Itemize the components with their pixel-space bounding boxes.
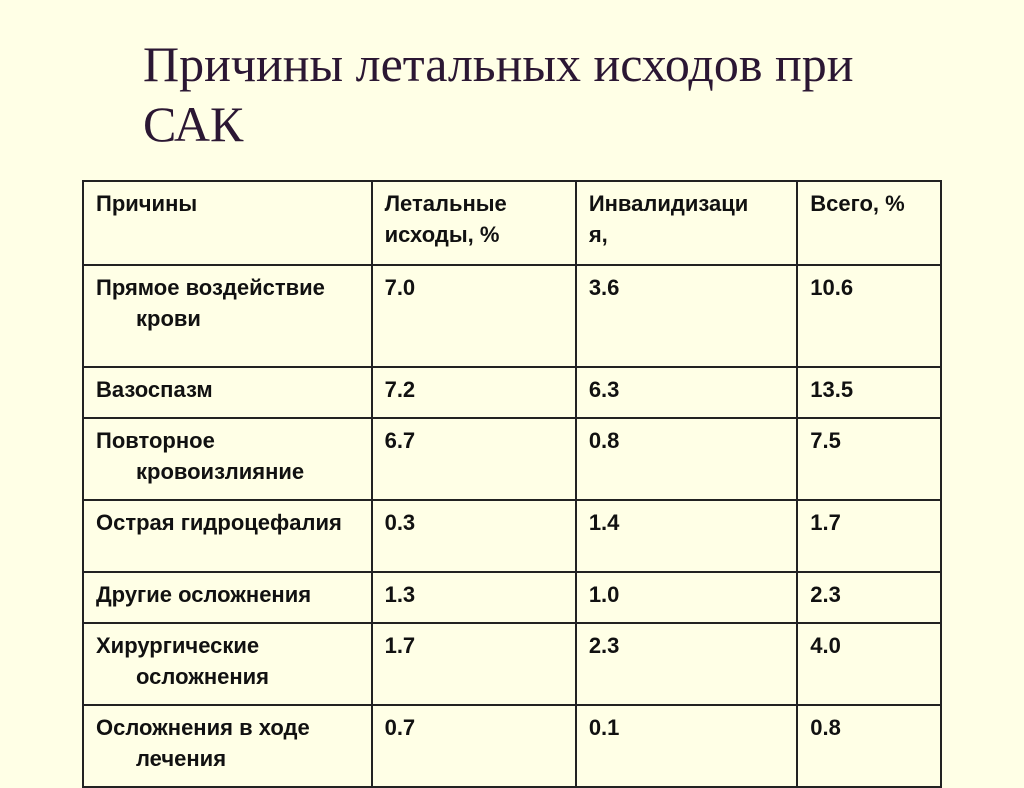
cell-cause: Прямое воздействие крови (83, 265, 372, 367)
table-row (83, 367, 941, 418)
cell-cause: Другие осложнения (83, 572, 372, 623)
cell-disability: 1.4 (576, 500, 797, 572)
header-cause: Причины (83, 181, 372, 265)
table-row (83, 705, 941, 787)
cell-lethal: 1.3 (372, 572, 576, 623)
cell-total: 1.7 (797, 500, 941, 572)
cell-total: 2.3 (797, 572, 941, 623)
cell-lethal: 7.2 (372, 367, 576, 418)
cell-lethal: 0.7 (372, 705, 576, 787)
header-total: Всего, % (797, 181, 941, 265)
table-row (83, 418, 941, 500)
header-lethal-text: Летальные исходы, % (384, 191, 507, 247)
cell-lethal: 7.0 (372, 265, 576, 367)
causes-table (82, 180, 942, 788)
table-row (83, 265, 941, 367)
table-header-row (83, 181, 941, 265)
cell-total: 4.0 (797, 623, 941, 705)
cell-lethal: 1.7 (372, 623, 576, 705)
table-row (83, 572, 941, 623)
cell-cause: Повторное кровоизлияние (83, 418, 372, 500)
cell-total: 10.6 (797, 265, 941, 367)
cell-disability: 0.1 (576, 705, 797, 787)
slide-title: Причины летальных исходов при САК (143, 36, 854, 152)
cell-total: 13.5 (797, 367, 941, 418)
cell-cause: Осложнения в ходе лечения (83, 705, 372, 787)
cell-disability: 1.0 (576, 572, 797, 623)
table-row (83, 623, 941, 705)
cell-total: 7.5 (797, 418, 941, 500)
cell-disability: 6.3 (576, 367, 797, 418)
table-row (83, 500, 941, 572)
header-disability-text: Инвалидизация, (588, 191, 749, 247)
cell-cause: Острая гидроцефалия (83, 500, 372, 572)
cell-total: 0.8 (797, 705, 941, 787)
cell-lethal: 0.3 (372, 500, 576, 572)
cell-disability: 2.3 (576, 623, 797, 705)
cell-disability: 3.6 (576, 265, 797, 367)
cell-cause: Вазоспазм (83, 367, 372, 418)
cell-cause: Хирургические осложнения (83, 623, 372, 705)
header-lethal-outcomes (372, 181, 576, 265)
cell-lethal: 6.7 (372, 418, 576, 500)
cell-disability: 0.8 (576, 418, 797, 500)
header-disability (576, 181, 797, 265)
